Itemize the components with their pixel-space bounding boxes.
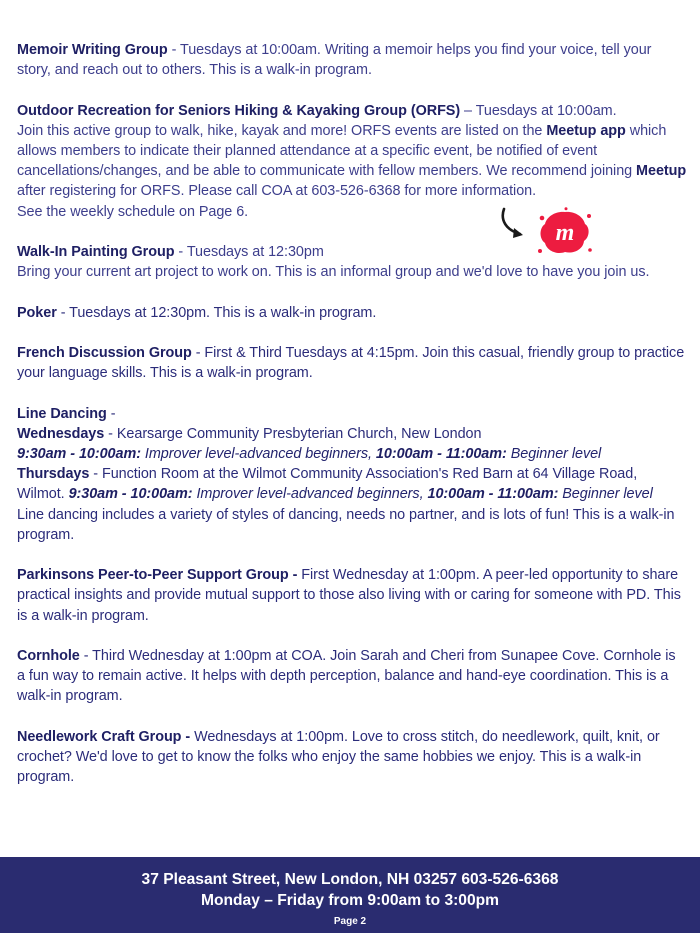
program-schedule: - Tuesdays at 12:30pm (174, 244, 324, 260)
program-list (17, 40, 687, 808)
wednesday-level-2: Beginner level (506, 445, 602, 462)
program-title: Poker (17, 304, 57, 321)
program-description: after registering for ORFS. Please call COA at 603-526-6368 for more information. (17, 183, 537, 200)
footer-address: 37 Pleasant Street, New London, NH 03257 603-526-6368 (141, 871, 559, 888)
program-description: which allows members to indicate their planned attendance at a specific event, be notified of event cancellations/changes, and be able to communicate with fellow members. We recommend joining (17, 122, 667, 180)
wednesday-time-1: 9:30am - 10:00am: (17, 445, 141, 462)
program-orfs (17, 101, 687, 222)
program-description: Line dancing includes a variety of styles of dancing, needs no partner, and is lots of fun! This is a walk-in program. (17, 506, 675, 543)
program-title: Line Dancing (17, 405, 107, 422)
meetup-mention: Meetup (636, 163, 687, 180)
title-suffix: - (106, 405, 116, 422)
program-french (17, 343, 687, 383)
program-description: - Tuesdays at 12:30pm. This is a walk-in program. (56, 304, 377, 321)
page-number: Page 2 (333, 916, 367, 927)
program-line-dancing (17, 404, 687, 545)
program-memoir (17, 40, 687, 80)
meetup-logo (536, 207, 594, 257)
footer-hours: Monday – Friday from 9:00am to 3:00pm (200, 892, 500, 909)
program-title: French Discussion Group (17, 344, 192, 361)
program-title: Outdoor Recreation for Seniors Hiking & Kayaking Group (ORFS) (17, 102, 461, 119)
curved-arrow-icon (498, 206, 528, 242)
wednesday-time-2: 10:00am - 11:00am: (375, 445, 507, 462)
program-title: Parkinsons Peer-to-Peer Support Group - (17, 567, 298, 584)
program-title: Walk-In Painting Group (17, 244, 175, 260)
program-description: - First & Third Tuesdays at 4:15pm. Join this casual, friendly group to practice your language skills. This is a walk-in program. (17, 344, 685, 382)
schedule-reference: See the weekly schedule on Page 6. (17, 203, 249, 220)
thursday-time-2: 10:00am - 11:00am: (427, 486, 559, 503)
program-description: - Tuesdays at 10:00am. Writing a memoir helps you find your voice, tell your story, and reach out to others. This is a walk-in program. (17, 42, 652, 79)
program-schedule: – Tuesdays at 10:00am. (460, 102, 617, 119)
program-description: - Third Wednesday at 1:00pm at COA. Join Sarah and Cheri from Sunapee Cove. Cornhole is a fun way to remain active. It helps with depth perception, balance and hand-eye coordination. This is a walk-in program. (17, 647, 676, 705)
program-title: Needlework Craft Group - (17, 728, 191, 745)
wednesday-location: - Kearsarge Community Presbyterian Church, New London (104, 425, 482, 442)
program-poker (17, 303, 687, 323)
meetup-app-mention: Meetup app (546, 122, 626, 139)
program-description: First Wednesday at 1:00pm. A peer-led opportunity to share practical insights and provide mutual support to those also living with or caring for someone with PD. This is a walk-in program. (17, 567, 681, 624)
meetup-logo-letter: m (555, 220, 575, 246)
thursday-time-1: 9:30am - 10:00am: (68, 486, 193, 503)
thursday-level-2: Beginner level (558, 486, 653, 503)
program-description: Wednesdays at 1:00pm. Love to cross stitch, do needlework, quilt, knit, or crochet? We'd love to get to know the folks who enjoy the same hobbies we enjoy. This is a walk-in program. (17, 728, 660, 786)
program-description: Join this active group to walk, hike, kayak and more! ORFS events are listed on the (17, 122, 547, 139)
footer (0, 857, 700, 933)
thursday-label: Thursdays (17, 466, 90, 483)
thursday-level-1: Improver level-advanced beginners, (192, 486, 428, 503)
program-parkinsons (17, 565, 687, 626)
program-description: Bring your current art project to work on. This is an informal group and we'd love to have you join us. (17, 264, 650, 281)
wednesday-label: Wednesdays (17, 425, 105, 442)
wednesday-level-1: Improver level-advanced beginners, (140, 445, 376, 462)
program-cornhole (17, 646, 687, 707)
program-title: Cornhole (17, 647, 80, 664)
program-needlework (17, 727, 687, 788)
thursday-location: - Function Room at the Wilmot Community Association's Red Barn at 64 Village Road, Wilmot. (17, 466, 638, 503)
program-title: Memoir Writing Group (17, 42, 168, 58)
